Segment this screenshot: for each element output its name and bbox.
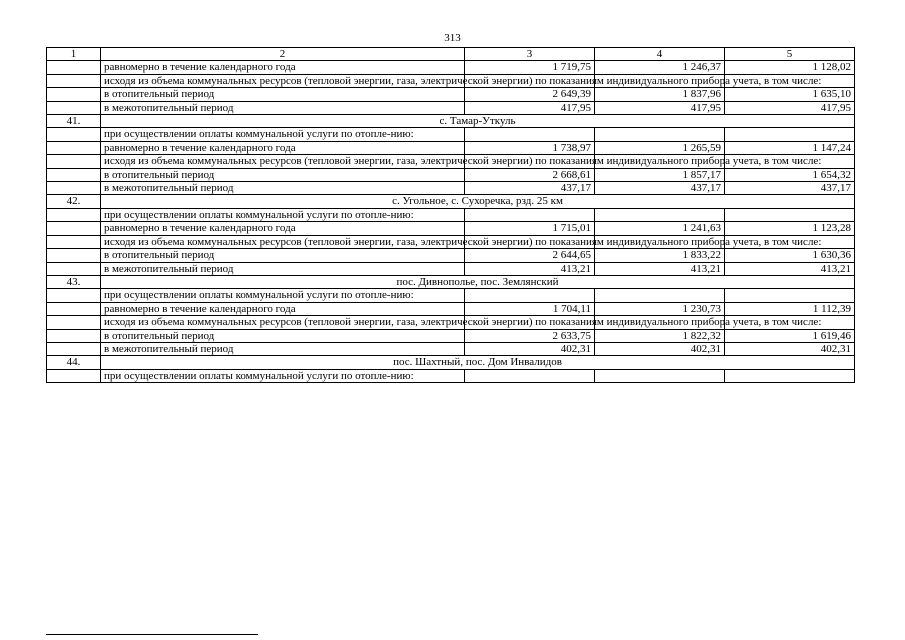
- value-cell-4: [595, 128, 725, 141]
- value-cell-4: 417,95: [595, 101, 725, 114]
- row-description: исходя из объема коммунальных ресурсов (тепловой энергии, газа, электрической энергии) по показаниям индивидуального прибора учета, в том числе:: [101, 235, 465, 248]
- value-cell-4: 1 837,96: [595, 88, 725, 101]
- tariff-table: [46, 47, 855, 383]
- row-index-cell: [47, 101, 101, 114]
- column-header-row: [47, 48, 855, 61]
- value-cell-3: 2 644,65: [465, 249, 595, 262]
- value-cell-5: 1 654,32: [725, 168, 855, 181]
- row-description: в отопительный период: [101, 168, 465, 181]
- settlement-name: пос. Шахтный, пос. Дом Инвалидов: [101, 356, 855, 369]
- settlement-number: 41.: [47, 115, 101, 128]
- column-header-3: 3: [465, 48, 595, 61]
- settlement-name: пос. Дивнополье, пос. Землянский: [101, 275, 855, 288]
- tariff-row: [47, 101, 855, 114]
- description-row: [47, 155, 855, 168]
- value-cell-4: 1 246,37: [595, 61, 725, 74]
- tariff-table-body: [47, 48, 855, 383]
- row-index-cell: [47, 222, 101, 235]
- row-description: исходя из объема коммунальных ресурсов (тепловой энергии, газа, электрической энергии) по показаниям индивидуального прибора учета, в том числе:: [101, 155, 465, 168]
- value-cell-3: 2 633,75: [465, 329, 595, 342]
- column-header-5: 5: [725, 48, 855, 61]
- row-description: исходя из объема коммунальных ресурсов (тепловой энергии, газа, электрической энергии) по показаниям индивидуального прибора учета, в том числе:: [101, 74, 465, 87]
- value-cell-4: 1 857,17: [595, 168, 725, 181]
- row-description: в отопительный период: [101, 249, 465, 262]
- row-description: при осуществлении оплаты коммунальной услуги по отопле-нию:: [101, 369, 465, 382]
- value-cell-5: 1 635,10: [725, 88, 855, 101]
- row-index-cell: [47, 155, 101, 168]
- row-index-cell: [47, 168, 101, 181]
- tariff-row: [47, 168, 855, 181]
- settlement-number: 42.: [47, 195, 101, 208]
- row-description: равномерно в течение календарного года: [101, 141, 465, 154]
- row-index-cell: [47, 88, 101, 101]
- value-cell-5: 437,17: [725, 182, 855, 195]
- row-index-cell: [47, 316, 101, 329]
- settlement-row: [47, 356, 855, 369]
- value-cell-5: 413,21: [725, 262, 855, 275]
- value-cell-4: [595, 289, 725, 302]
- value-cell-5: 1 147,24: [725, 141, 855, 154]
- settlement-number: 43.: [47, 275, 101, 288]
- row-description: в отопительный период: [101, 329, 465, 342]
- tariff-row: [47, 141, 855, 154]
- column-header-1: 1: [47, 48, 101, 61]
- row-description: в межотопительный период: [101, 101, 465, 114]
- value-cell-4: 402,31: [595, 342, 725, 355]
- tariff-row: [47, 182, 855, 195]
- row-description: равномерно в течение календарного года: [101, 61, 465, 74]
- row-index-cell: [47, 208, 101, 221]
- value-cell-5: 1 112,39: [725, 302, 855, 315]
- tariff-row: [47, 61, 855, 74]
- value-cell-3: 2 668,61: [465, 168, 595, 181]
- value-cell-3: 1 715,01: [465, 222, 595, 235]
- value-cell-5: 1 128,02: [725, 61, 855, 74]
- row-index-cell: [47, 342, 101, 355]
- settlement-name: с. Угольное, с. Сухоречка, рзд. 25 км: [101, 195, 855, 208]
- row-description: в отопительный период: [101, 88, 465, 101]
- value-cell-5: 1 123,28: [725, 222, 855, 235]
- settlement-row: [47, 115, 855, 128]
- tariff-row: [47, 249, 855, 262]
- page-number: 313: [444, 32, 461, 44]
- row-index-cell: [47, 61, 101, 74]
- description-row: [47, 128, 855, 141]
- row-index-cell: [47, 74, 101, 87]
- row-index-cell: [47, 369, 101, 382]
- row-description: в межотопительный период: [101, 182, 465, 195]
- description-row: [47, 369, 855, 382]
- value-cell-4: 1 241,63: [595, 222, 725, 235]
- row-index-cell: [47, 141, 101, 154]
- value-cell-4: [595, 208, 725, 221]
- value-cell-4: [595, 369, 725, 382]
- value-cell-5: 417,95: [725, 101, 855, 114]
- value-cell-3: 402,31: [465, 342, 595, 355]
- value-cell-5: 1 619,46: [725, 329, 855, 342]
- description-row: [47, 316, 855, 329]
- value-cell-3: 1 704,11: [465, 302, 595, 315]
- row-index-cell: [47, 302, 101, 315]
- value-cell-4: 413,21: [595, 262, 725, 275]
- footnote-divider: [46, 634, 258, 635]
- row-index-cell: [47, 329, 101, 342]
- row-index-cell: [47, 128, 101, 141]
- tariff-row: [47, 222, 855, 235]
- row-index-cell: [47, 289, 101, 302]
- value-cell-4: 1 265,59: [595, 141, 725, 154]
- value-cell-5: [725, 289, 855, 302]
- tariff-row: [47, 302, 855, 315]
- description-row: [47, 208, 855, 221]
- row-description: при осуществлении оплаты коммунальной услуги по отопле-нию:: [101, 289, 465, 302]
- value-cell-4: 1 833,22: [595, 249, 725, 262]
- tariff-row: [47, 329, 855, 342]
- value-cell-3: 1 738,97: [465, 141, 595, 154]
- row-description: равномерно в течение календарного года: [101, 302, 465, 315]
- row-index-cell: [47, 249, 101, 262]
- value-cell-3: 417,95: [465, 101, 595, 114]
- tariff-row: [47, 342, 855, 355]
- row-description: при осуществлении оплаты коммунальной услуги по отопле-нию:: [101, 128, 465, 141]
- value-cell-5: [725, 369, 855, 382]
- value-cell-3: 437,17: [465, 182, 595, 195]
- description-row: [47, 235, 855, 248]
- value-cell-3: 2 649,39: [465, 88, 595, 101]
- value-cell-5: 1 630,36: [725, 249, 855, 262]
- value-cell-3: 1 719,75: [465, 61, 595, 74]
- value-cell-3: [465, 289, 595, 302]
- value-cell-4: 1 230,73: [595, 302, 725, 315]
- settlement-name: с. Тамар-Уткуль: [101, 115, 855, 128]
- settlement-row: [47, 275, 855, 288]
- row-index-cell: [47, 262, 101, 275]
- row-description: в межотопительный период: [101, 262, 465, 275]
- value-cell-4: 437,17: [595, 182, 725, 195]
- settlement-row: [47, 195, 855, 208]
- description-row: [47, 74, 855, 87]
- column-header-4: 4: [595, 48, 725, 61]
- row-description: при осуществлении оплаты коммунальной услуги по отопле-нию:: [101, 208, 465, 221]
- column-header-2: 2: [101, 48, 465, 61]
- row-index-cell: [47, 235, 101, 248]
- value-cell-4: 1 822,32: [595, 329, 725, 342]
- value-cell-3: 413,21: [465, 262, 595, 275]
- value-cell-5: 402,31: [725, 342, 855, 355]
- value-cell-5: [725, 208, 855, 221]
- tariff-row: [47, 262, 855, 275]
- row-index-cell: [47, 182, 101, 195]
- value-cell-3: [465, 128, 595, 141]
- description-row: [47, 289, 855, 302]
- value-cell-3: [465, 369, 595, 382]
- value-cell-5: [725, 128, 855, 141]
- value-cell-3: [465, 208, 595, 221]
- tariff-row: [47, 88, 855, 101]
- row-description: в межотопительный период: [101, 342, 465, 355]
- row-description: исходя из объема коммунальных ресурсов (тепловой энергии, газа, электрической энергии) по показаниям индивидуального прибора учета, в том числе:: [101, 316, 465, 329]
- settlement-number: 44.: [47, 356, 101, 369]
- row-description: равномерно в течение календарного года: [101, 222, 465, 235]
